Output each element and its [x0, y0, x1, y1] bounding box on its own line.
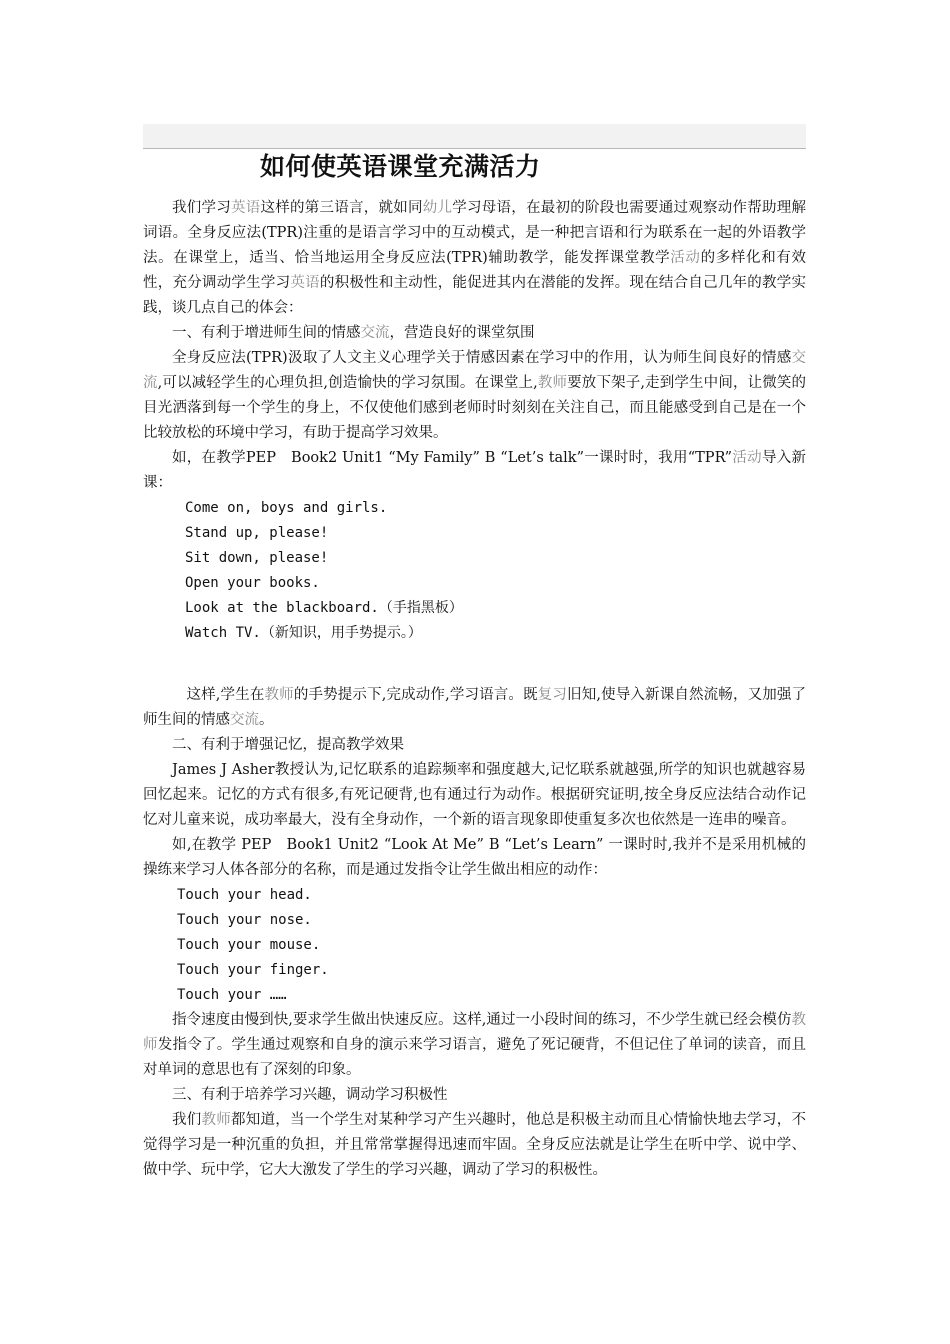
page-title: 如何使英语课堂充满活力 — [260, 152, 541, 181]
section-heading-1 — [143, 321, 806, 346]
keyword-link[interactable]: 交流 — [143, 350, 806, 391]
paragraph-example-1 — [143, 446, 806, 496]
keyword-link[interactable]: 英语 — [290, 275, 320, 291]
command-line: Open your books. — [185, 575, 320, 591]
section-heading-2: 二、有利于增强记忆，提高教学效果 — [172, 737, 404, 753]
keyword-link[interactable]: 英语 — [231, 200, 261, 216]
paragraph-memory: James J Asher教授认为,记忆联系的追踪频率和强度越大,记忆联系就越强,所学的知识也就越容易回忆起来。记忆的方式有很多,有死记硬背,也有通过行为动作。根据研究证明,按全身反应法结合动作记忆对儿童来说，成功率最大，没有全身动作，一个新的语言现象即使重复多次也依然是一连串的噪音。 — [143, 762, 806, 828]
header-band — [143, 124, 806, 149]
text: 如，在教学PEP Book2 Unit1 “My Family” B “Let’s talk”一课时时，我用“TPR” — [172, 450, 733, 466]
text: 旧知,使导入新课自然流畅，又加强了师生间的情感 — [143, 687, 807, 728]
paragraph-result-1 — [143, 683, 806, 733]
text: 的积极性和主动性，能促进其内在潜能的发挥。现在结合自己几年的教学实践，谈几点自己的体会： — [143, 275, 807, 316]
keyword-link[interactable]: 活动 — [732, 450, 762, 466]
paragraph-result-2 — [143, 1008, 806, 1083]
keyword-link[interactable]: 教师 — [537, 375, 568, 391]
command-line: Touch your finger. — [177, 962, 329, 978]
text: 我们学习 — [172, 200, 231, 216]
command-line: Touch your nose. — [177, 912, 312, 928]
text: 这样,学生在 — [186, 687, 265, 703]
text: ，营造良好的课堂氛围 — [389, 325, 535, 341]
text: 。 — [259, 712, 274, 728]
keyword-link[interactable]: 教师 — [201, 1112, 231, 1128]
paragraph-interest — [143, 1108, 806, 1183]
text: 学习母语，在最初的阶段也需要通过观察动作帮助理解词语。全身反应法(TPR)注重的是语言学习中的互动模式，是一种把言语和行为联系在一起的外语教学法。在课堂上，适当、恰当地运用全身反应法(TPR)辅助教学，能发挥课堂教学 — [143, 200, 806, 266]
paragraph-example-2: 如,在教学 PEP Book1 Unit2 “Look At Me” B “Let’s Learn” 一课时时,我并不是采用机械的操练来学习人体各部分的名称，而是通过发指令让学生做出相应的动作： — [143, 837, 806, 878]
command-line: Stand up, please! — [185, 525, 329, 541]
paragraph-intro — [143, 196, 806, 321]
article-body — [143, 196, 806, 1183]
keyword-link[interactable]: 复习 — [537, 687, 568, 703]
keyword-link[interactable]: 交流 — [230, 712, 259, 728]
command-line: Come on, boys and girls. — [185, 500, 388, 516]
spacer — [143, 646, 806, 671]
text: 指令速度由慢到快,要求学生做出快速反应。这样,通过一小段时间的练习，不少学生就已经会模仿 — [172, 1012, 792, 1028]
text: 这样的第三语言，就如同 — [260, 200, 423, 216]
text: 的手势提示下,完成动作,学习语言。既 — [293, 687, 538, 703]
section-heading-3: 三、有利于培养学习兴趣，调动学习积极性 — [172, 1087, 448, 1103]
command-line: Look at the blackboard.（手指黑板） — [185, 600, 463, 616]
command-line: Touch your head. — [177, 887, 312, 903]
command-line: Watch TV.（新知识，用手势提示。） — [185, 625, 422, 641]
text: 导入新课： — [143, 450, 807, 491]
command-line: Touch your …… — [177, 987, 287, 1003]
keyword-link[interactable]: 教师 — [143, 1012, 806, 1053]
spacer — [143, 671, 806, 683]
keyword-link[interactable]: 活动 — [670, 250, 701, 266]
text: 要放下架子,走到学生中间，让微笑的目光洒落到每一个学生的身上，不仅使他们感到老师时时刻刻在关注自己，而且能感受到自己是在一个比较放松的环境中学习，有助于提高学习效果。 — [143, 375, 807, 441]
text: 发指令了。学生通过观察和自身的演示来学习语言，避免了死记硬背，不但记住了单词的读音，而且对单词的意思也有了深刻的印象。 — [143, 1037, 807, 1078]
keyword-link[interactable]: 交流 — [360, 325, 390, 341]
text: 都知道，当一个学生对某种学习产生兴趣时，他总是积极主动而且心情愉快地去学习，不觉得学习是一种沉重的负担，并且常常掌握得迅速而牢固。全身反应法就是让学生在听中学、说中学、做中学、玩中学，它大大激发了学生的学习兴趣，调动了学习的积极性。 — [143, 1112, 806, 1178]
text: 一、有利于增进师生间的情感 — [172, 325, 361, 341]
text: 全身反应法(TPR)汲取了人文主义心理学关于情感因素在学习中的作用，认为师生间良好的情感 — [172, 350, 792, 366]
keyword-link[interactable]: 教师 — [264, 687, 294, 703]
command-line: Sit down, please! — [185, 550, 329, 566]
command-line: Touch your mouse. — [177, 937, 321, 953]
text: 我们 — [172, 1112, 202, 1128]
text: 的多样化和有效性，充分调动学生学习 — [143, 250, 807, 291]
text: ,可以减轻学生的心理负担,创造愉快的学习氛围。在课堂上, — [157, 375, 538, 391]
paragraph-emotion — [143, 346, 806, 446]
keyword-link[interactable]: 幼儿 — [422, 200, 453, 216]
